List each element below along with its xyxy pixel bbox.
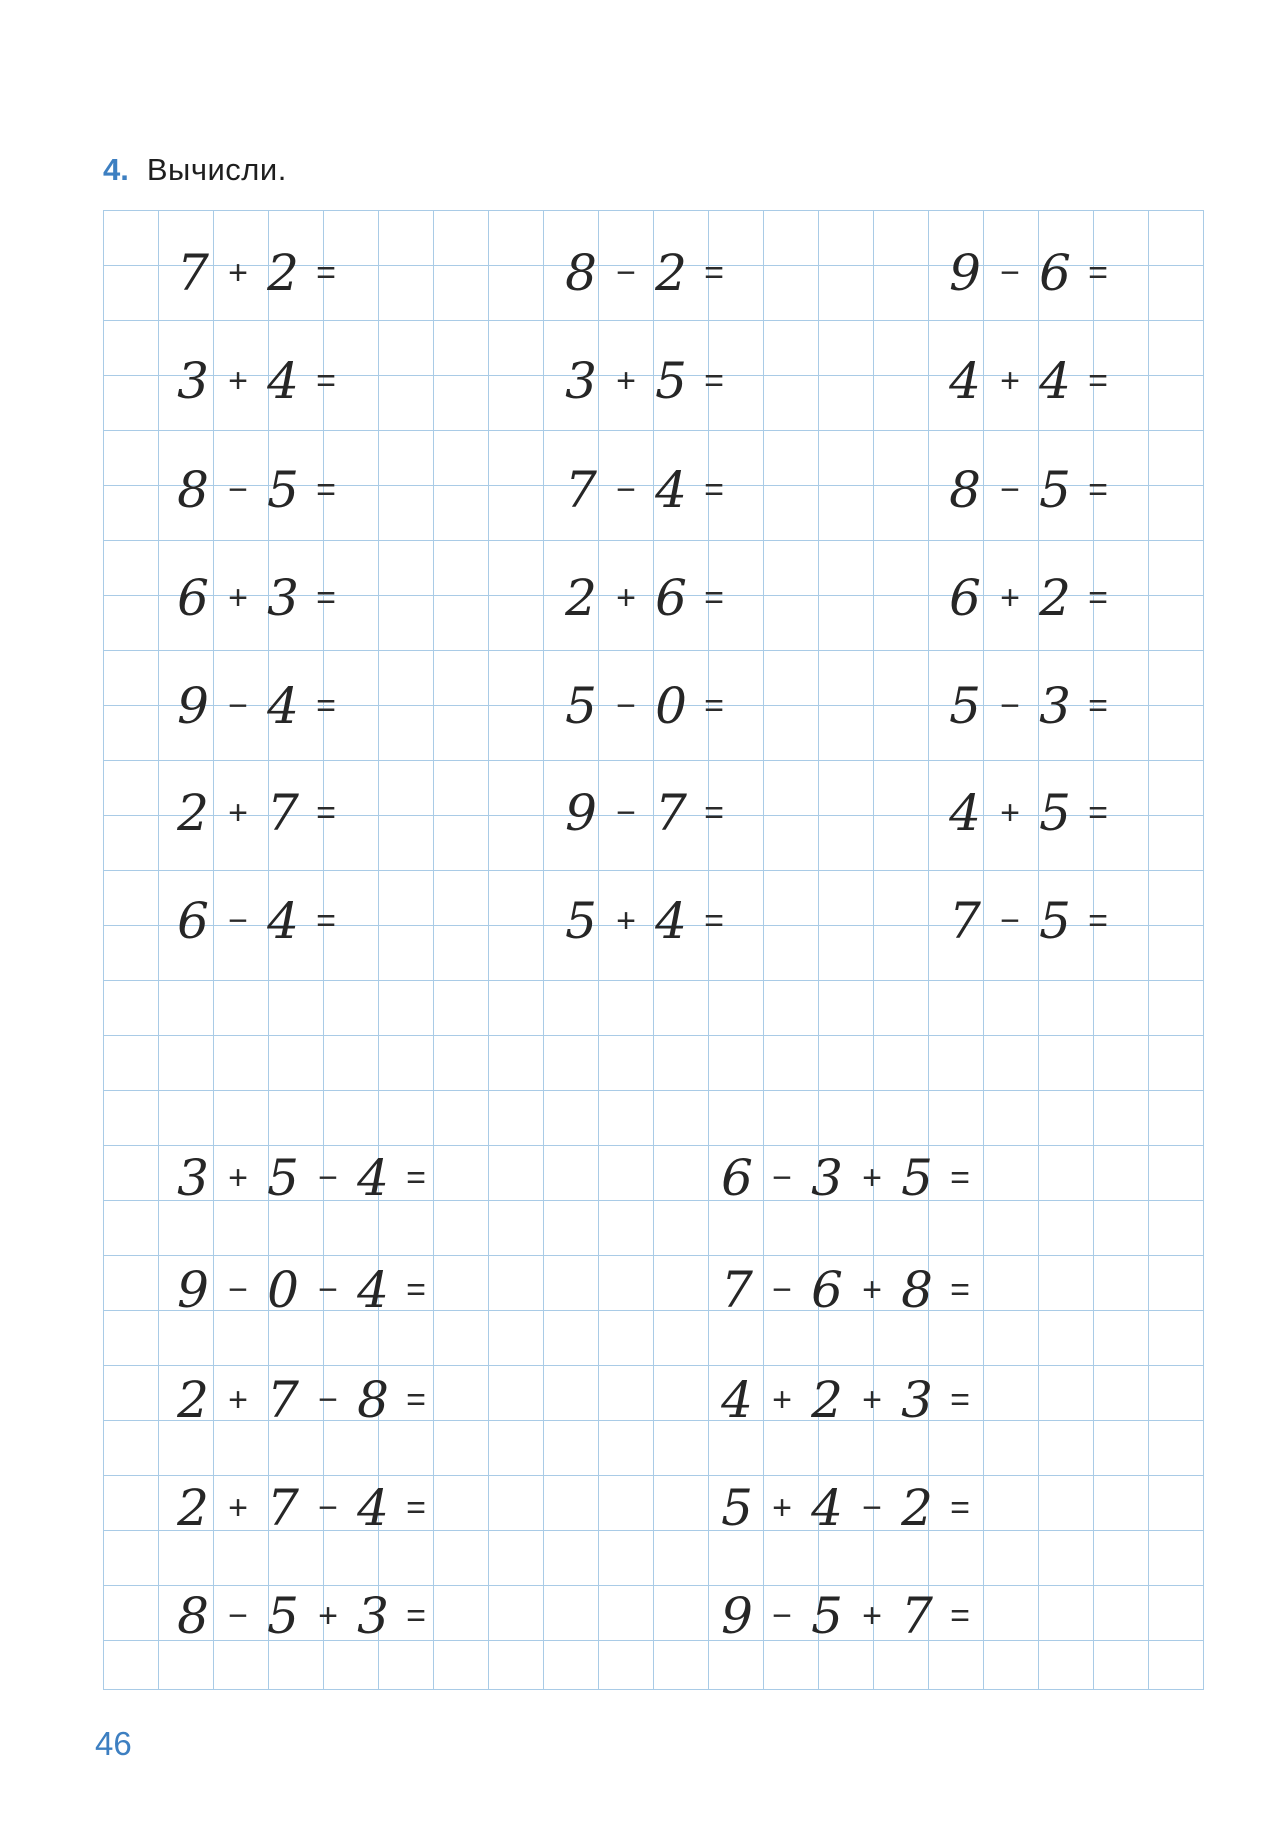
operator: + [862,1270,882,1309]
equals-sign: = [950,1270,970,1309]
operator: + [228,1488,248,1527]
exercise-digit: 7 [177,243,209,302]
exercise-digit: 6 [655,568,687,627]
operator: + [228,1380,248,1419]
compound-exercise [712,1262,978,1317]
compound-exercise [168,1480,434,1535]
equals-sign: = [950,1596,970,1635]
exercise-digit: 9 [177,676,209,735]
task-number: 4. [103,152,129,187]
exercise-digit: 3 [177,1148,209,1207]
simple-exercise [940,785,1116,840]
exercise-digit: 5 [1039,460,1071,519]
equals-sign: = [950,1488,970,1527]
exercise-digit: 2 [1039,568,1071,627]
operator: − [1000,901,1020,940]
equals-sign: = [406,1488,426,1527]
equals-sign: = [316,253,336,292]
exercise-digit: 9 [949,243,981,302]
exercise-digit: 5 [949,676,981,735]
operator: − [228,1596,248,1635]
operator: + [1000,361,1020,400]
simple-exercise [168,353,344,408]
operator: − [228,901,248,940]
operator: + [1000,793,1020,832]
compound-exercise [712,1372,978,1427]
operator: − [862,1488,882,1527]
exercise-digit: 5 [1039,783,1071,842]
exercise-digit: 8 [949,460,981,519]
equals-sign: = [1088,578,1108,617]
compound-exercise [712,1150,978,1205]
exercise-digit: 0 [267,1260,299,1319]
operator: − [616,793,636,832]
exercise-digit: 6 [949,568,981,627]
exercise-digit: 5 [811,1586,843,1645]
simple-exercise [168,785,344,840]
exercise-digit: 4 [655,891,687,950]
equals-sign: = [1088,686,1108,725]
exercise-digit: 2 [177,1370,209,1429]
exercise-digit: 0 [655,676,687,735]
equals-sign: = [704,793,724,832]
exercise-digit: 4 [267,351,299,410]
simple-exercise [556,353,732,408]
compound-exercise [168,1372,434,1427]
exercise-digit: 4 [949,783,981,842]
exercise-digit: 8 [357,1370,389,1429]
equals-sign: = [406,1596,426,1635]
operator: + [616,578,636,617]
exercise-digit: 5 [267,1148,299,1207]
exercise-digit: 8 [901,1260,933,1319]
exercise-digit: 5 [1039,891,1071,950]
simple-exercise [556,893,732,948]
equals-sign: = [1088,901,1108,940]
exercise-digit: 4 [267,891,299,950]
operator: − [318,1488,338,1527]
exercise-digit: 2 [565,568,597,627]
compound-exercise [168,1588,434,1643]
exercise-digit: 3 [267,568,299,627]
exercise-digit: 6 [1039,243,1071,302]
exercise-digit: 3 [811,1148,843,1207]
exercise-digit: 4 [357,1260,389,1319]
simple-exercise [556,245,732,300]
exercise-digit: 5 [267,460,299,519]
exercise-digit: 5 [267,1586,299,1645]
simple-exercise [556,462,732,517]
exercise-digit: 6 [177,568,209,627]
operator: − [616,253,636,292]
equals-sign: = [316,793,336,832]
operator: + [228,1158,248,1197]
equals-sign: = [950,1380,970,1419]
exercise-digit: 3 [565,351,597,410]
equals-sign: = [1088,253,1108,292]
simple-exercise [940,245,1116,300]
exercise-digit: 4 [721,1370,753,1429]
exercise-digit: 2 [811,1370,843,1429]
compound-exercise [168,1150,434,1205]
operator: − [772,1158,792,1197]
operator: + [228,793,248,832]
exercise-digit: 5 [565,891,597,950]
operator: + [616,901,636,940]
simple-exercise [556,785,732,840]
exercise-digit: 4 [267,676,299,735]
operator: − [228,470,248,509]
simple-exercise [168,462,344,517]
operator: − [1000,470,1020,509]
exercise-digit: 5 [901,1148,933,1207]
operator: + [318,1596,338,1635]
operator: − [1000,253,1020,292]
simple-exercise [940,570,1116,625]
equals-sign: = [950,1158,970,1197]
exercise-digit: 4 [1039,351,1071,410]
operator: − [228,1270,248,1309]
exercise-digit: 4 [949,351,981,410]
exercise-digit: 7 [267,1478,299,1537]
task-title: Вычисли. [146,152,287,187]
exercise-digit: 8 [565,243,597,302]
exercise-digit: 9 [177,1260,209,1319]
graph-paper-grid [103,210,1204,1690]
simple-exercise [556,570,732,625]
operator: − [772,1270,792,1309]
equals-sign: = [406,1380,426,1419]
simple-exercise [168,678,344,733]
simple-exercise [168,570,344,625]
operator: − [616,470,636,509]
simple-exercise [940,893,1116,948]
exercise-digit: 5 [721,1478,753,1537]
operator: + [862,1158,882,1197]
equals-sign: = [316,686,336,725]
equals-sign: = [1088,470,1108,509]
exercise-digit: 5 [565,676,597,735]
equals-sign: = [316,361,336,400]
exercise-digit: 8 [177,460,209,519]
operator: + [228,253,248,292]
exercise-digit: 8 [177,1586,209,1645]
exercise-digit: 2 [655,243,687,302]
equals-sign: = [704,470,724,509]
exercise-digit: 2 [177,783,209,842]
operator: + [228,361,248,400]
equals-sign: = [704,686,724,725]
exercise-digit: 6 [811,1260,843,1319]
simple-exercise [556,678,732,733]
equals-sign: = [704,253,724,292]
operator: − [772,1596,792,1635]
exercise-digit: 7 [267,783,299,842]
equals-sign: = [704,578,724,617]
equals-sign: = [406,1270,426,1309]
equals-sign: = [1088,793,1108,832]
compound-exercise [168,1262,434,1317]
exercise-digit: 7 [267,1370,299,1429]
exercise-digit: 6 [177,891,209,950]
simple-exercise [940,353,1116,408]
exercise-digit: 3 [1039,676,1071,735]
exercise-digit: 2 [267,243,299,302]
operator: − [1000,686,1020,725]
compound-exercise [712,1480,978,1535]
operator: − [318,1380,338,1419]
operator: − [228,686,248,725]
equals-sign: = [1088,361,1108,400]
exercise-digit: 5 [655,351,687,410]
operator: − [318,1158,338,1197]
compound-exercise [712,1588,978,1643]
operator: + [616,361,636,400]
operator: + [772,1380,792,1419]
exercise-digit: 3 [177,351,209,410]
simple-exercise [168,893,344,948]
simple-exercise [168,245,344,300]
exercise-digit: 7 [901,1586,933,1645]
operator: + [772,1488,792,1527]
equals-sign: = [316,901,336,940]
task-header [103,152,287,188]
exercise-digit: 3 [901,1370,933,1429]
exercise-digit: 7 [655,783,687,842]
equals-sign: = [406,1158,426,1197]
exercise-digit: 7 [565,460,597,519]
exercise-digit: 2 [177,1478,209,1537]
exercise-digit: 7 [721,1260,753,1319]
operator: + [228,578,248,617]
exercise-digit: 3 [357,1586,389,1645]
operator: − [616,686,636,725]
operator: + [862,1596,882,1635]
equals-sign: = [704,361,724,400]
operator: − [318,1270,338,1309]
equals-sign: = [316,470,336,509]
exercise-digit: 9 [565,783,597,842]
simple-exercise [940,678,1116,733]
exercise-digit: 4 [811,1478,843,1537]
exercise-digit: 6 [721,1148,753,1207]
exercise-digit: 4 [655,460,687,519]
equals-sign: = [316,578,336,617]
exercise-digit: 2 [901,1478,933,1537]
simple-exercise [940,462,1116,517]
exercise-digit: 9 [721,1586,753,1645]
page-number: 46 [95,1725,132,1762]
operator: + [1000,578,1020,617]
exercise-digit: 4 [357,1148,389,1207]
operator: + [862,1380,882,1419]
exercise-digit: 4 [357,1478,389,1537]
exercise-digit: 7 [949,891,981,950]
equals-sign: = [704,901,724,940]
